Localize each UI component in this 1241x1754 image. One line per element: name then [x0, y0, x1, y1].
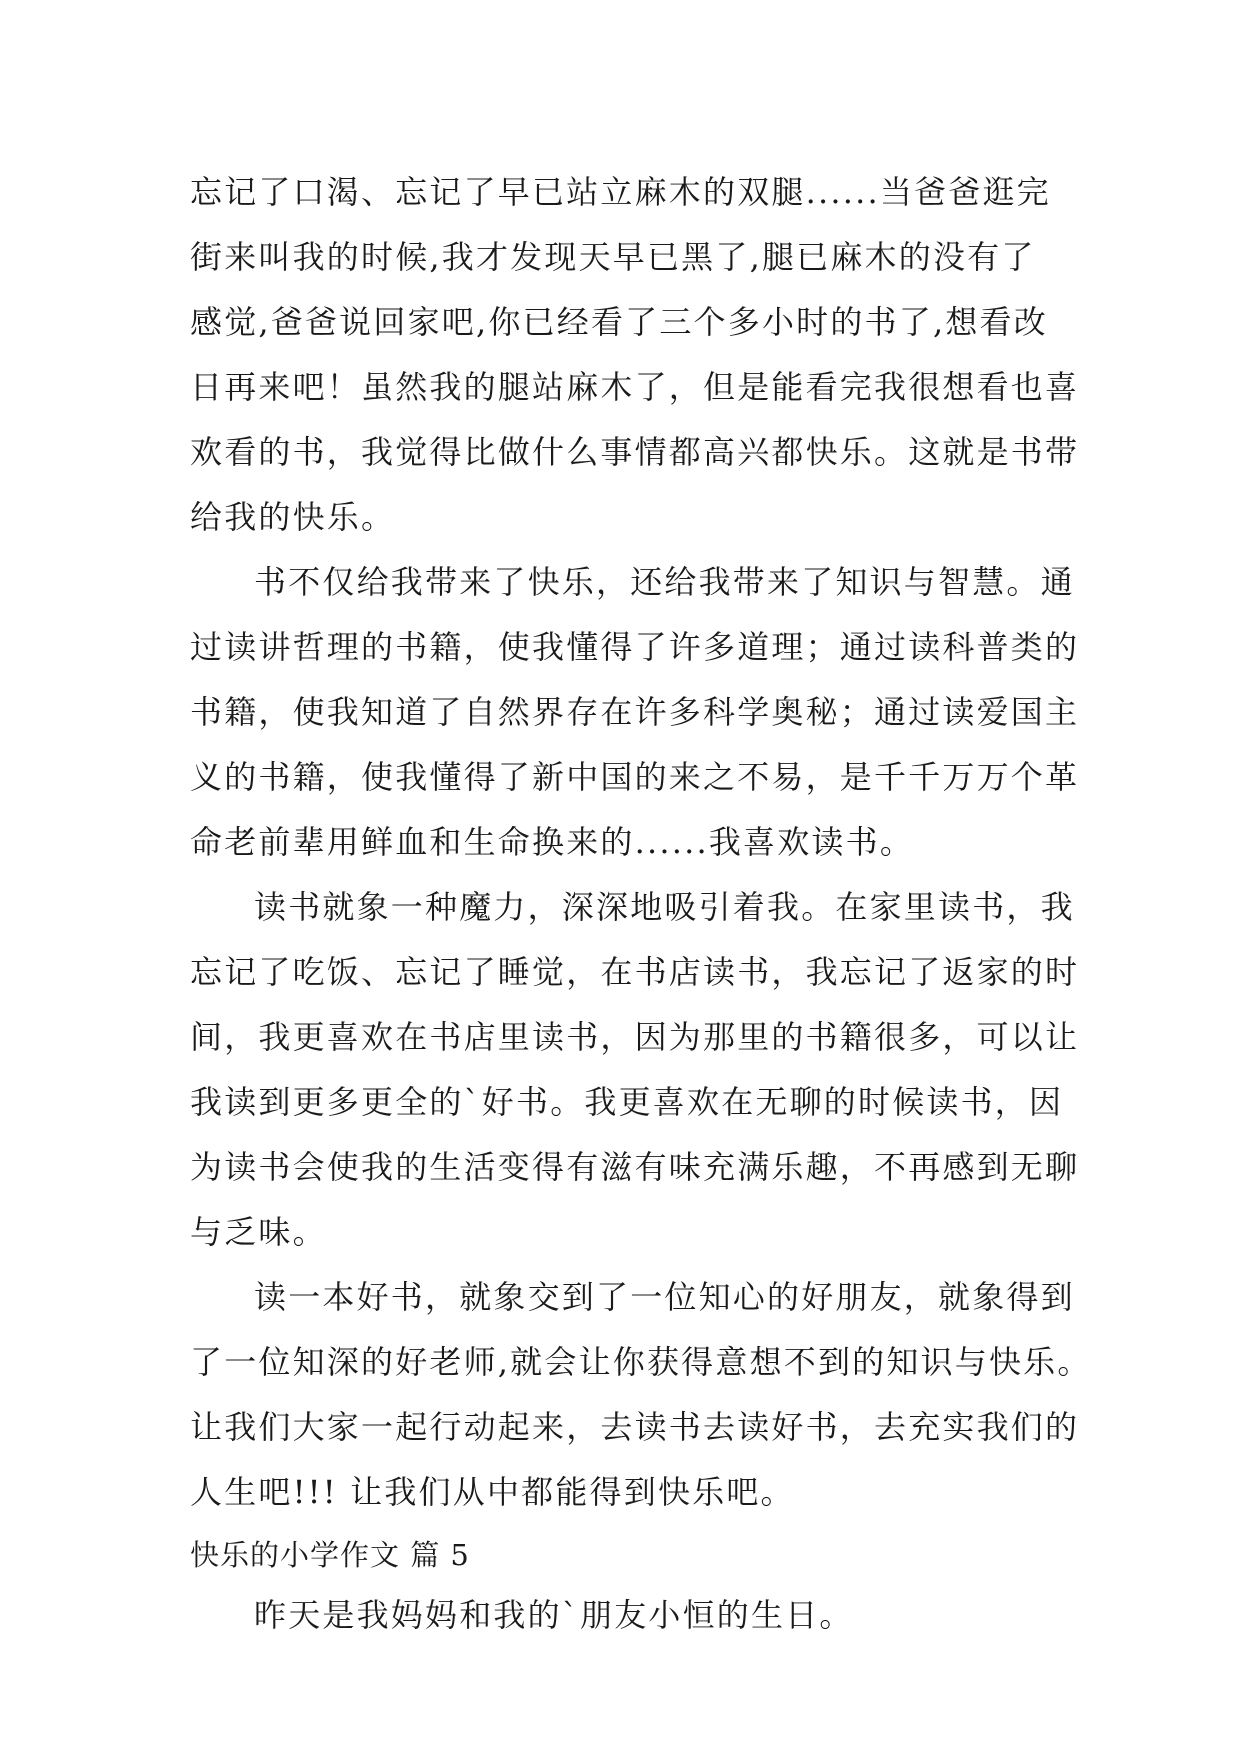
section-heading: 快乐的小学作文 篇 5	[190, 1538, 470, 1572]
paragraph	[190, 550, 1080, 875]
text-line: 给我的快乐。	[190, 498, 396, 536]
text-line: 日再来吧！虽然我的腿站麻木了，但是能看完我很想看也喜	[190, 368, 1080, 406]
text-line: 了一位知深的好老师,就会让你获得意想不到的知识与快乐。	[190, 1343, 1092, 1381]
text-line: 过读讲哲理的书籍，使我懂得了许多道理；通过读科普类的	[190, 628, 1080, 666]
paragraph	[190, 875, 1080, 1265]
text-line: 书籍，使我知道了自然界存在许多科学奥秘；通过读爱国主	[190, 693, 1080, 731]
text-line: 让我们大家一起行动起来，去读书去读好书，去充实我们的	[190, 1408, 1080, 1446]
document-body	[190, 160, 1092, 1648]
text-line: 忘记了吃饭、忘记了睡觉，在书店读书，我忘记了返家的时	[190, 953, 1080, 991]
text-line: 读一本好书，就象交到了一位知心的好朋友，就象得到	[254, 1278, 1075, 1316]
text-line: 欢看的书，我觉得比做什么事情都高兴都快乐。这就是书带	[190, 433, 1080, 471]
paragraph	[190, 1265, 1092, 1525]
text-line: 义的书籍，使我懂得了新中国的来之不易，是千千万万个革	[190, 758, 1080, 796]
text-line: 忘记了口渴、忘记了早已站立麻木的双腿......当爸爸逛完	[190, 173, 1051, 211]
text-line: 感觉,爸爸说回家吧,你已经看了三个多小时的书了,想看改	[190, 303, 1048, 341]
text-line: 人生吧!!! 让我们从中都能得到快乐吧。	[190, 1473, 795, 1511]
text-line: 书不仅给我带来了快乐，还给我带来了知识与智慧。通	[254, 563, 1075, 601]
text-line: 间，我更喜欢在书店里读书，因为那里的书籍很多，可以让	[190, 1018, 1080, 1056]
text-line: 与乏味。	[190, 1213, 327, 1251]
text-line: 命老前辈用鲜血和生命换来的......我喜欢读书。	[190, 823, 915, 861]
text-line: 昨天是我妈妈和我的`朋友小恒的生日。	[254, 1596, 854, 1634]
text-line: 街来叫我的时候,我才发现天早已黑了,腿已麻木的没有了	[190, 238, 1036, 276]
text-line: 读书就象一种魔力，深深地吸引着我。在家里读书，我	[254, 888, 1075, 926]
text-line: 为读书会使我的生活变得有滋有味充满乐趣，不再感到无聊	[190, 1148, 1080, 1186]
paragraph	[190, 1583, 1052, 1648]
paragraph	[190, 160, 1080, 550]
text-line: 我读到更多更全的`好书。我更喜欢在无聊的时候读书，因	[190, 1083, 1064, 1121]
